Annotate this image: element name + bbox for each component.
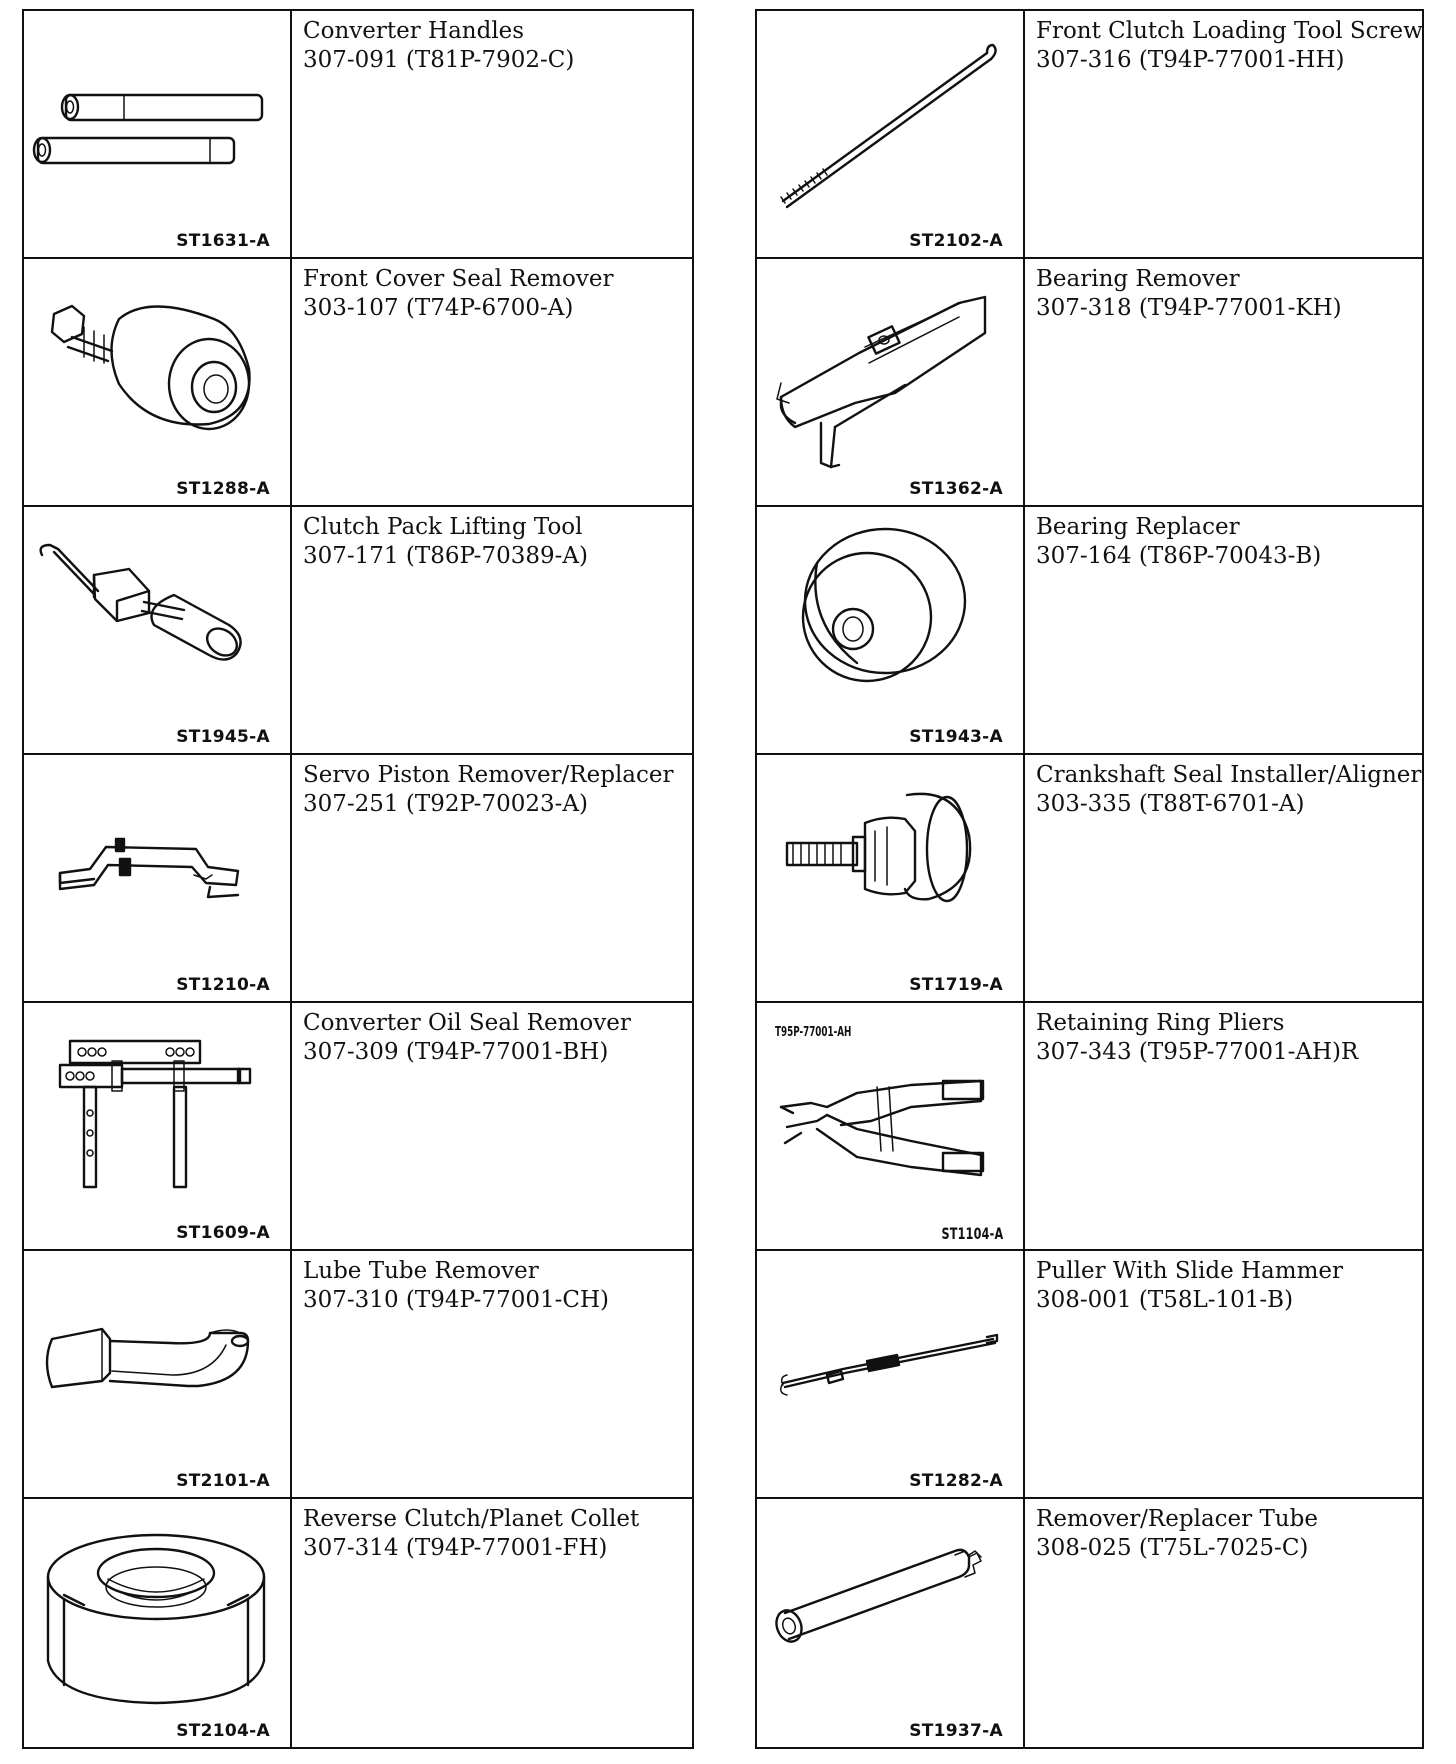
tool-row xyxy=(757,1251,1422,1499)
tool-row xyxy=(757,755,1422,1003)
tool-illustration xyxy=(757,1003,1025,1249)
tool-row xyxy=(24,755,692,1003)
left-tool-table xyxy=(22,9,694,1749)
tool-illustration xyxy=(24,11,292,257)
tool-row xyxy=(24,259,692,507)
tool-number: 303-335 (T88T-6701-A) xyxy=(1036,791,1305,817)
servo-piston-remover-icon xyxy=(24,755,290,1001)
right-tool-table xyxy=(755,9,1424,1749)
tool-figure-code: ST1937-A xyxy=(909,1721,1003,1741)
tool-row xyxy=(24,1003,692,1251)
tool-number: 307-314 (T94P-77001-FH) xyxy=(303,1535,608,1561)
tool-figure-code: ST1943-A xyxy=(909,727,1003,747)
tool-number: 308-001 (T58L-101-B) xyxy=(1036,1287,1294,1313)
tool-row xyxy=(24,11,692,259)
tool-number: 307-316 (T94P-77001-HH) xyxy=(1036,47,1345,73)
tool-name: Front Cover Seal Remover xyxy=(303,266,614,292)
tool-figure-code: ST1609-A xyxy=(176,1223,270,1243)
tool-illustration xyxy=(24,755,292,1001)
clutch-pack-lifting-tool-icon xyxy=(24,507,290,753)
bearing-replacer-icon xyxy=(757,507,1023,753)
converter-oil-seal-remover-icon xyxy=(24,1003,290,1249)
tool-info xyxy=(1025,11,1423,257)
tool-name: Puller With Slide Hammer xyxy=(1036,1258,1343,1284)
tool-illustration xyxy=(24,507,292,753)
lube-tube-remover-icon xyxy=(24,1251,290,1497)
tool-name: Crankshaft Seal Installer/Aligner xyxy=(1036,762,1422,788)
tool-figure-code: ST1362-A xyxy=(909,479,1003,499)
tool-row xyxy=(757,259,1422,507)
tool-name: Converter Oil Seal Remover xyxy=(303,1010,631,1036)
tool-illustration xyxy=(757,1499,1025,1747)
tool-name: Converter Handles xyxy=(303,18,525,44)
tool-tag-label: T95P-77001-AH xyxy=(775,1025,852,1040)
tool-number: 307-171 (T86P-70389-A) xyxy=(303,543,588,569)
tool-info xyxy=(1025,507,1321,753)
tool-illustration xyxy=(757,11,1025,257)
tool-row xyxy=(24,1251,692,1499)
tool-number: 308-025 (T75L-7025-C) xyxy=(1036,1535,1309,1561)
tool-name: Bearing Remover xyxy=(1036,266,1240,292)
tool-illustration xyxy=(24,259,292,505)
tool-name: Clutch Pack Lifting Tool xyxy=(303,514,583,540)
tool-row xyxy=(757,1499,1422,1747)
tool-name: Servo Piston Remover/Replacer xyxy=(303,762,674,788)
tool-name: Bearing Replacer xyxy=(1036,514,1240,540)
tool-info xyxy=(1025,1003,1358,1249)
tool-info xyxy=(1025,1499,1318,1747)
loading-tool-screw-icon xyxy=(757,11,1023,257)
crankshaft-seal-installer-icon xyxy=(757,755,1023,1001)
tool-number: 307-310 (T94P-77001-CH) xyxy=(303,1287,610,1313)
tool-figure-code: ST2101-A xyxy=(176,1471,270,1491)
tool-row xyxy=(757,11,1422,259)
tool-illustration xyxy=(24,1251,292,1497)
tool-info xyxy=(1025,259,1342,505)
tool-figure-code: ST2102-A xyxy=(909,231,1003,251)
tool-number: 307-091 (T81P-7902-C) xyxy=(303,47,575,73)
tool-illustration xyxy=(757,507,1025,753)
tool-illustration xyxy=(757,755,1025,1001)
tool-number: 307-251 (T92P-70023-A) xyxy=(303,791,588,817)
tool-row xyxy=(24,507,692,755)
tool-info xyxy=(292,1251,609,1497)
tool-info xyxy=(1025,1251,1343,1497)
tool-info xyxy=(292,507,588,753)
tool-row xyxy=(757,1003,1422,1251)
bearing-remover-icon xyxy=(757,259,1023,505)
tool-number: 307-343 (T95P-77001-AH)R xyxy=(1036,1039,1359,1065)
tool-figure-code: ST1631-A xyxy=(176,231,270,251)
tool-info xyxy=(292,1499,639,1747)
tool-figure-code: ST1288-A xyxy=(176,479,270,499)
slide-hammer-puller-icon xyxy=(757,1251,1023,1497)
converter-handles-icon xyxy=(24,11,290,257)
tool-illustration xyxy=(24,1003,292,1249)
tool-illustration xyxy=(24,1499,292,1747)
tool-figure-code: ST1945-A xyxy=(176,727,270,747)
tool-figure-code: ST1210-A xyxy=(176,975,270,995)
tool-info xyxy=(292,1003,631,1249)
tool-info xyxy=(292,11,574,257)
remover-replacer-tube-icon xyxy=(757,1499,1023,1745)
tool-number: 307-164 (T86P-70043-B) xyxy=(1036,543,1322,569)
tool-name: Reverse Clutch/Planet Collet xyxy=(303,1506,640,1532)
tool-name: Retaining Ring Pliers xyxy=(1036,1010,1285,1036)
front-cover-seal-remover-icon xyxy=(24,259,290,505)
tool-row xyxy=(757,507,1422,755)
tool-number: 307-318 (T94P-77001-KH) xyxy=(1036,295,1342,321)
tool-figure-code: ST1719-A xyxy=(909,975,1003,995)
tool-name: Remover/Replacer Tube xyxy=(1036,1506,1318,1532)
tool-illustration xyxy=(757,1251,1025,1497)
tool-info xyxy=(292,755,674,1001)
tool-figure-code: ST1104-A xyxy=(941,1224,1003,1243)
tool-name: Lube Tube Remover xyxy=(303,1258,539,1284)
tool-row xyxy=(24,1499,692,1747)
planet-collet-icon xyxy=(24,1499,290,1745)
tool-info xyxy=(292,259,613,505)
tool-name: Front Clutch Loading Tool Screw xyxy=(1036,18,1423,44)
tool-figure-code: ST2104-A xyxy=(176,1721,270,1741)
tool-illustration xyxy=(757,259,1025,505)
retaining-ring-pliers-icon xyxy=(757,1003,1023,1249)
tool-info xyxy=(1025,755,1421,1001)
tool-number: 307-309 (T94P-77001-BH) xyxy=(303,1039,609,1065)
tool-figure-code: ST1282-A xyxy=(909,1471,1003,1491)
tool-number: 303-107 (T74P-6700-A) xyxy=(303,295,574,321)
